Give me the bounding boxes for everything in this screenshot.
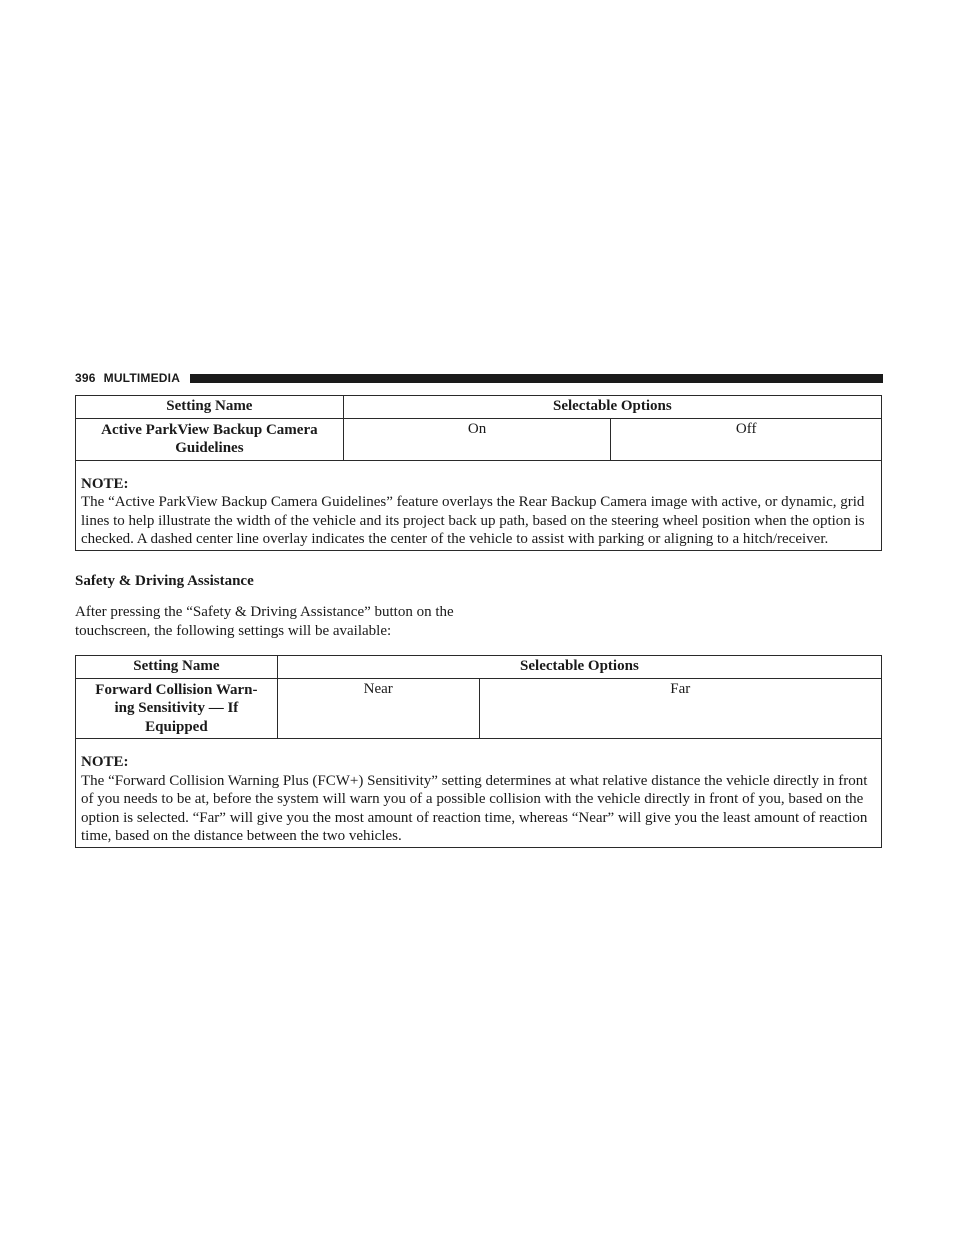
section-intro: After pressing the “Safety & Driving Assistance” button on the touchscreen, the following settings will be available: [75, 604, 454, 639]
page-header [75, 370, 883, 386]
note-label: NOTE: [81, 475, 129, 492]
note-cell [76, 739, 882, 848]
note-text: The “Forward Collision Warning Plus (FCW+) Sensitivity” setting determines at what relative distance the vehicle directly in front of you needs to be at, before the system will warn you of a possible collision with the vehicle directly in front of you, based on the option is selected. “Far” will give you the most amount of reaction time, whereas “Near” will give you the least amount of reaction time, based on the distance between the two vehicles. [81, 772, 868, 844]
table-header-row [76, 656, 882, 679]
note-row [76, 460, 882, 550]
selectable-options-header: Selectable Options [343, 396, 881, 419]
option-off: Off [611, 418, 882, 460]
note-text: The “Active ParkView Backup Camera Guidelines” feature overlays the Rear Backup Camera image with active, or dynamic, grid lines to help illustrate the width of the vehicle and its project back up path, based on the steering wheel position when the option is checked. A dashed center line overlay indicates the center of the vehicle to assist with parking or aligning to a hitch/receiver. [81, 494, 865, 547]
option-on: On [343, 418, 611, 460]
setting-name-cell: Active ParkView Backup Camera Guidelines [76, 418, 344, 460]
header-rule [190, 374, 883, 383]
table-row [76, 418, 882, 460]
fcw-settings-table [75, 655, 882, 848]
setting-name-cell: Forward Collision Warn- ing Sensitivity — If Equipped [76, 678, 278, 739]
page-number: 396 [75, 371, 96, 385]
note-label: NOTE: [81, 754, 129, 770]
note-cell [76, 460, 882, 550]
note-row [76, 739, 882, 848]
selectable-options-header: Selectable Options [277, 656, 881, 679]
setting-name-header: Setting Name [76, 396, 344, 419]
table-row [76, 678, 882, 739]
section-heading: Safety & Driving Assistance [75, 573, 254, 589]
setting-name-header: Setting Name [76, 656, 278, 679]
option-near: Near [277, 678, 479, 739]
table-header-row [76, 396, 882, 419]
section-title: MULTIMEDIA [103, 371, 181, 385]
parkview-settings-table [75, 395, 882, 551]
option-far: Far [479, 678, 881, 739]
